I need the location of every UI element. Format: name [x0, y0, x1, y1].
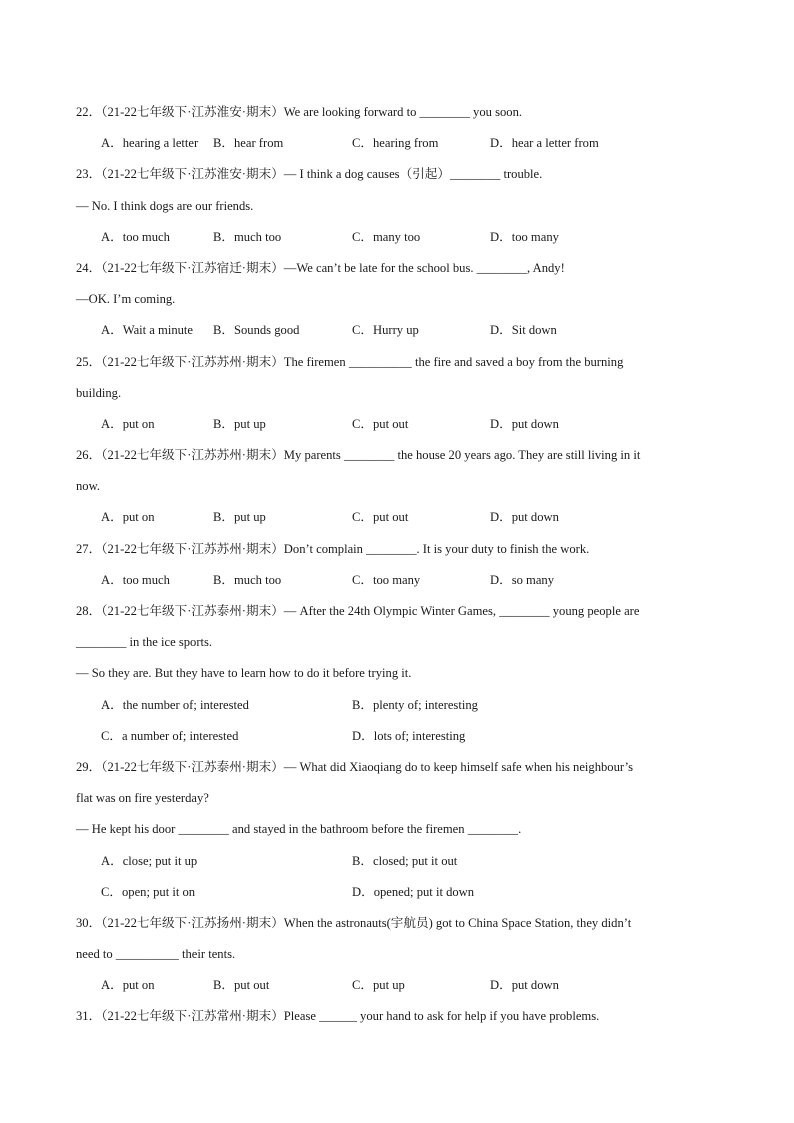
- option-a[interactable]: A．hearing a letter: [101, 136, 199, 151]
- question-30-line-2: need to __________ their tents.: [76, 947, 236, 962]
- question-22: 22．（21-22七年级下·江苏淮安·期末）We are looking forward to ________ you soon.: [76, 105, 523, 119]
- options-28-row-2: [76, 726, 716, 757]
- options-29-row-2: [76, 882, 716, 913]
- question-list: [76, 102, 716, 1038]
- option-a[interactable]: A．the number of; interested: [101, 697, 249, 712]
- question-31: 31．（21-22七年级下·江苏常州·期末）Please ______ your hand to ask for help if you have problems.: [76, 1009, 600, 1024]
- option-b[interactable]: B．closed; put it out: [352, 853, 458, 868]
- question-28-line-3: — So they are. But they have to learn how to do it before trying it.: [76, 666, 412, 681]
- option-a[interactable]: A．Wait a minute: [101, 323, 194, 338]
- option-b[interactable]: B．put out: [213, 978, 270, 993]
- option-b[interactable]: B．put up: [213, 416, 266, 431]
- options-27: [76, 570, 716, 601]
- option-d[interactable]: D．opened; put it down: [352, 884, 475, 899]
- question-29-line-2: flat was on fire yesterday?: [76, 791, 209, 806]
- question-28: 28．（21-22七年级下·江苏泰州·期末）— After the 24th Olympic Winter Games, ________ young people are: [76, 604, 640, 618]
- options-29-row-1: [76, 851, 716, 882]
- option-a[interactable]: A．close; put it up: [101, 853, 198, 868]
- option-d[interactable]: D．put down: [490, 416, 559, 431]
- option-a[interactable]: A．too much: [101, 572, 170, 587]
- option-b[interactable]: B．much too: [213, 572, 282, 587]
- options-25: [76, 414, 716, 445]
- option-d[interactable]: D．put down: [490, 510, 559, 525]
- question-28-line-2: ________ in the ice sports.: [76, 635, 213, 650]
- options-30: [76, 975, 716, 1006]
- option-a[interactable]: A．put on: [101, 978, 155, 993]
- option-a[interactable]: A．put on: [101, 510, 155, 525]
- options-26: [76, 507, 716, 538]
- option-b[interactable]: B．Sounds good: [213, 323, 300, 338]
- question-26-line-2: now.: [76, 479, 101, 494]
- option-c[interactable]: C．Hurry up: [352, 323, 419, 338]
- options-28-row-1: [76, 695, 716, 726]
- question-24: 24．（21-22七年级下·江苏宿迁·期末）—We can’t be late for the school bus. ________, Andy!: [76, 260, 565, 275]
- option-c[interactable]: C．a number of; interested: [101, 728, 239, 743]
- option-a[interactable]: A．too much: [101, 229, 170, 244]
- option-c[interactable]: C．too many: [352, 572, 421, 587]
- question-27: 27．（21-22七年级下·江苏苏州·期末）Don’t complain ________. It is your duty to finish the work.: [76, 541, 590, 556]
- option-d[interactable]: D．too many: [490, 229, 559, 244]
- question-24-line-2: —OK. I’m coming.: [76, 292, 176, 307]
- option-b[interactable]: B．much too: [213, 229, 282, 244]
- question-25: 25．（21-22七年级下·江苏苏州·期末）The firemen __________ the fire and saved a boy from the burning: [76, 354, 624, 369]
- option-d[interactable]: D．hear a letter from: [490, 136, 599, 151]
- question-30: 30．（21-22七年级下·江苏扬州·期末）When the astronauts(宇航员) got to China Space Station, they didn’t: [76, 915, 632, 930]
- question-23-line-2: — No. I think dogs are our friends.: [76, 198, 254, 213]
- option-c[interactable]: C．many too: [352, 229, 421, 244]
- option-c[interactable]: C．put up: [352, 978, 405, 993]
- option-d[interactable]: D．so many: [490, 572, 555, 587]
- question-29-line-3: — He kept his door ________ and stayed in the bathroom before the firemen ________.: [76, 822, 522, 837]
- option-a[interactable]: A．put on: [101, 416, 155, 431]
- options-24: [76, 320, 716, 351]
- option-d[interactable]: D．put down: [490, 978, 559, 993]
- option-c[interactable]: C．put out: [352, 416, 409, 431]
- options-22: [76, 133, 716, 164]
- option-c[interactable]: C．put out: [352, 510, 409, 525]
- option-c[interactable]: C．open; put it on: [101, 884, 196, 899]
- question-23: 23．（21-22七年级下·江苏淮安·期末）— I think a dog causes（引起）________ trouble.: [76, 167, 543, 182]
- question-29: 29．（21-22七年级下·江苏泰州·期末）— What did Xiaoqiang do to keep himself safe when his neighbour’s: [76, 759, 633, 774]
- option-d[interactable]: D．lots of; interesting: [352, 728, 466, 743]
- options-23: [76, 227, 716, 258]
- option-b[interactable]: B．hear from: [213, 136, 284, 151]
- option-b[interactable]: B．put up: [213, 510, 266, 525]
- option-b[interactable]: B．plenty of; interesting: [352, 697, 478, 712]
- option-d[interactable]: D．Sit down: [490, 323, 557, 338]
- option-c[interactable]: C．hearing from: [352, 136, 439, 151]
- question-25-line-2: building.: [76, 385, 122, 400]
- question-26: 26．（21-22七年级下·江苏苏州·期末）My parents ________ the house 20 years ago. They are still living in it: [76, 448, 641, 463]
